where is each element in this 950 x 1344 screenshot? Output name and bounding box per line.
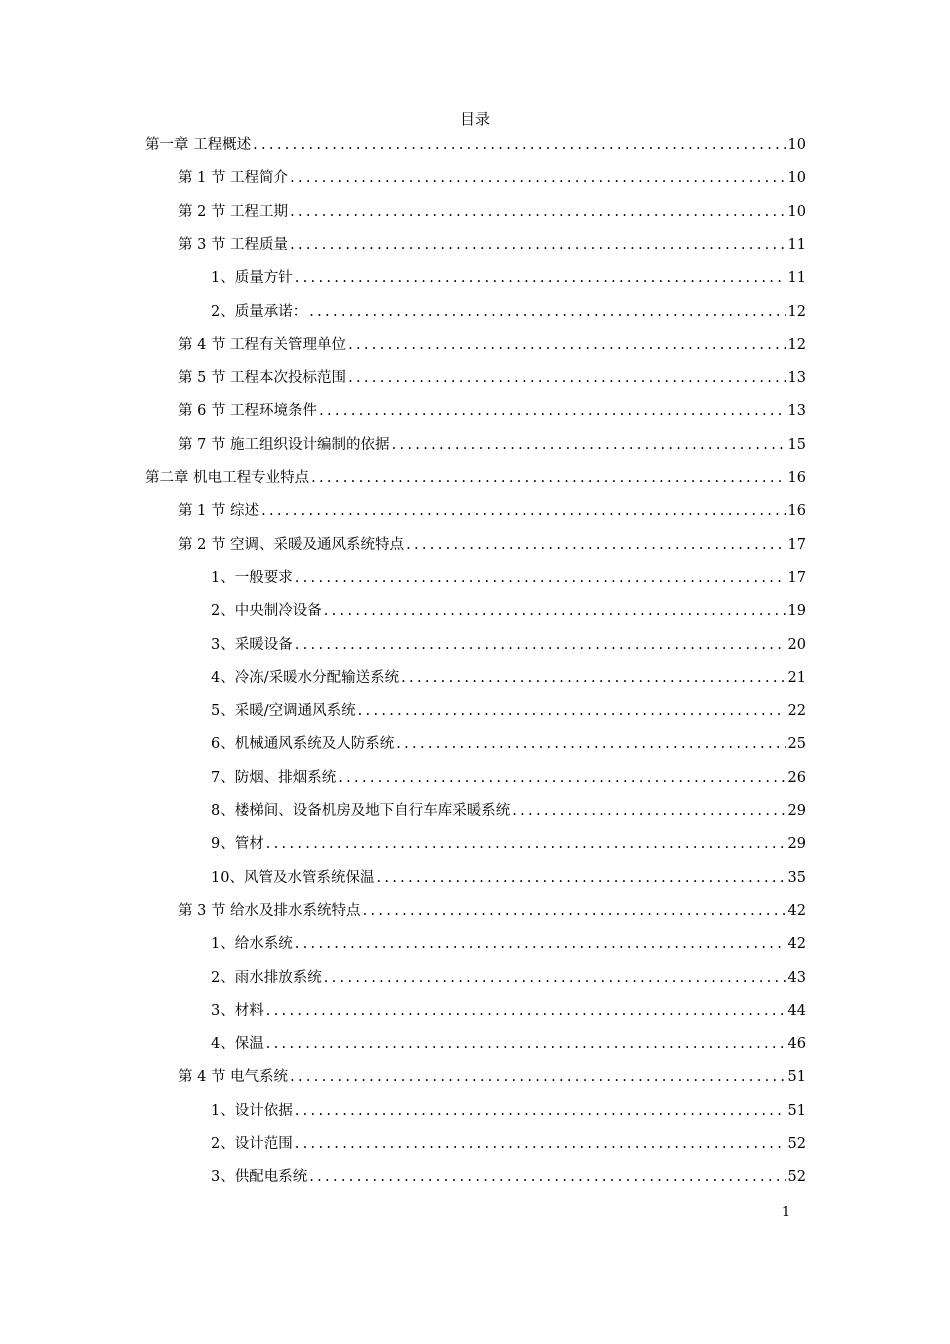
toc-entry[interactable] <box>178 166 806 190</box>
toc-entry-label: 保温 <box>234 1036 264 1053</box>
toc-entry-page: 12 <box>787 303 806 320</box>
toc-entry-number: 1、 <box>211 1102 235 1119</box>
toc-entry-label: 设计范围 <box>234 1136 293 1152</box>
toc-dot-leader <box>319 399 785 423</box>
toc-entry-label: 第 7 节 施工组织设计编制的依据 <box>178 436 390 453</box>
toc-entry-label: 第 5 节 工程本次投标范围 <box>178 370 347 387</box>
toc-entry[interactable] <box>211 699 806 723</box>
toc-dot-leader <box>376 866 785 890</box>
toc-entry[interactable] <box>178 433 806 457</box>
toc-entry[interactable] <box>211 732 806 756</box>
toc-dot-leader <box>266 1032 786 1056</box>
toc-dot-leader <box>295 932 786 956</box>
toc-entry-number: 2、 <box>211 1136 235 1152</box>
toc-entry-label: 质量承诺： <box>234 303 308 320</box>
toc-entry-number: 5、 <box>211 703 235 720</box>
toc-entry-number: 2、 <box>211 603 235 620</box>
toc-entry-number: 10、 <box>211 869 244 886</box>
toc-entry-page: 25 <box>787 736 806 753</box>
toc-entry-page: 51 <box>787 1069 806 1086</box>
toc-entry[interactable] <box>211 633 806 657</box>
toc-entry-label: 防烟、排烟系统 <box>234 769 337 786</box>
toc-entry-label: 第 1 节 综述 <box>178 503 260 520</box>
toc-entry[interactable] <box>211 766 806 790</box>
toc-entry-number: 9、 <box>211 836 235 853</box>
toc-entry-page: 20 <box>787 636 806 653</box>
toc-title: 目录 <box>459 110 490 128</box>
toc-dot-leader <box>324 966 786 990</box>
toc-entry-number: 7、 <box>211 769 235 786</box>
toc-entry[interactable] <box>211 866 806 890</box>
toc-dot-leader <box>406 533 785 557</box>
toc-dot-leader <box>392 433 786 457</box>
toc-entry-number: 6、 <box>211 736 235 753</box>
toc-entry-page: 16 <box>787 470 806 486</box>
toc-entry-number: 1、 <box>211 270 235 287</box>
toc-entry-page: 17 <box>787 536 806 553</box>
toc-entry[interactable] <box>211 666 806 690</box>
toc-entry-label: 一般要求 <box>234 569 293 586</box>
toc-dot-leader <box>290 166 785 190</box>
toc-entry[interactable] <box>178 200 806 224</box>
toc-entry-label: 供配电系统 <box>234 1169 308 1186</box>
toc-entry-page: 44 <box>787 1002 806 1019</box>
page-number: 1 <box>781 1205 791 1220</box>
toc-entry-label: 第 2 节 工程工期 <box>178 203 289 220</box>
toc-entry-page: 52 <box>787 1169 806 1186</box>
toc-entry[interactable] <box>211 966 806 990</box>
toc-entry-page: 42 <box>787 902 806 919</box>
toc-dot-leader <box>324 599 786 623</box>
toc-entry-page: 35 <box>787 869 806 886</box>
toc-dot-leader <box>290 200 785 224</box>
toc-entry-number: 2、 <box>211 303 235 320</box>
toc-entry-page: 17 <box>787 569 806 586</box>
toc-entry[interactable] <box>211 300 806 324</box>
toc-entry-label: 质量方针 <box>234 270 293 287</box>
toc-dot-leader <box>338 766 785 790</box>
toc-entry-label: 风管及水管系统保温 <box>243 869 375 886</box>
toc-entry-page: 52 <box>787 1136 806 1152</box>
toc-entry-page: 11 <box>787 236 806 253</box>
toc-dot-leader <box>309 1165 785 1189</box>
toc-entry-page: 26 <box>787 769 806 786</box>
toc-entry-page: 11 <box>787 270 806 287</box>
toc-entry[interactable] <box>211 932 806 956</box>
toc-entry[interactable] <box>145 133 806 157</box>
toc-entry-label: 管材 <box>234 836 264 853</box>
toc-entry[interactable] <box>178 499 806 523</box>
toc-dot-leader <box>401 666 785 690</box>
toc-entry[interactable] <box>211 566 806 590</box>
toc-entry-page: 16 <box>787 503 806 520</box>
toc-entry-page: 10 <box>787 203 806 220</box>
toc-entry[interactable] <box>211 599 806 623</box>
toc-entry-page: 29 <box>787 803 806 819</box>
toc-entry[interactable] <box>145 466 806 490</box>
toc-entry-page: 51 <box>787 1102 806 1119</box>
toc-dot-leader <box>311 466 785 490</box>
toc-entry-page: 29 <box>787 836 806 853</box>
toc-entry-label: 第 3 节 给水及排水系统特点 <box>178 902 361 919</box>
toc-entry-number: 1、 <box>211 936 235 953</box>
toc-entry-number: 4、 <box>211 669 235 686</box>
toc-dot-leader <box>295 266 786 290</box>
toc-entry[interactable] <box>178 533 806 557</box>
toc-entry[interactable] <box>211 266 806 290</box>
toc-dot-leader <box>295 633 786 657</box>
toc-entry[interactable] <box>211 1132 806 1156</box>
toc-dot-leader <box>295 566 786 590</box>
toc-dot-leader <box>266 832 786 856</box>
toc-entry-page: 10 <box>787 137 806 153</box>
toc-entry-label: 第二章 机电工程专业特点 <box>145 470 310 486</box>
toc-entry-label: 第 3 节 工程质量 <box>178 236 289 253</box>
toc-entry-label: 中央制冷设备 <box>234 603 322 620</box>
toc-entry[interactable] <box>178 399 806 423</box>
toc-entry-label: 第 6 节 工程环境条件 <box>178 403 318 420</box>
toc-entry-page: 12 <box>787 336 806 353</box>
toc-entry-page: 43 <box>787 969 806 986</box>
toc-entry[interactable] <box>178 333 806 357</box>
toc-dot-leader <box>512 799 785 823</box>
toc-dot-leader <box>348 366 785 390</box>
toc-entry-page: 21 <box>787 669 806 686</box>
toc-entry[interactable] <box>211 1099 806 1123</box>
toc-entry-label: 采暖/空调通风系统 <box>234 703 356 720</box>
toc-entry-page: 10 <box>787 170 806 187</box>
toc-entry-number: 4、 <box>211 1036 235 1053</box>
toc-dot-leader <box>253 133 785 157</box>
toc-entry-label: 采暖设备 <box>234 636 293 653</box>
toc-entry[interactable] <box>211 799 806 823</box>
toc-dot-leader <box>309 300 785 324</box>
toc-entry[interactable] <box>211 999 806 1023</box>
toc-entry[interactable] <box>178 233 806 257</box>
toc-entry-label: 雨水排放系统 <box>234 969 322 986</box>
toc-entry-number: 3、 <box>211 1002 235 1019</box>
toc-entry-label: 第 1 节 工程简介 <box>178 170 289 187</box>
toc-entry-number: 3、 <box>211 1169 235 1186</box>
toc-entry[interactable] <box>178 366 806 390</box>
toc-entry-page: 42 <box>787 936 806 953</box>
toc-entry-label: 材料 <box>234 1002 264 1019</box>
toc-entry[interactable] <box>211 1165 806 1189</box>
toc-entry-page: 19 <box>787 603 806 620</box>
toc-dot-leader <box>295 1132 786 1156</box>
toc-dot-leader <box>358 699 786 723</box>
toc-entry-label: 冷冻/采暖水分配输送系统 <box>234 669 400 686</box>
toc-entry[interactable] <box>211 832 806 856</box>
toc-entry-page: 15 <box>787 436 806 453</box>
toc-entry-page: 22 <box>787 703 806 720</box>
toc-entry-number: 8、 <box>211 803 235 819</box>
toc-dot-leader <box>348 333 785 357</box>
toc-dot-leader <box>261 499 785 523</box>
toc-dot-leader <box>363 899 786 923</box>
toc-entry[interactable] <box>178 1065 806 1089</box>
toc-entry-page: 13 <box>787 403 806 420</box>
toc-entry-page: 46 <box>787 1036 806 1053</box>
toc-dot-leader <box>266 999 786 1023</box>
toc-entry[interactable] <box>178 899 806 923</box>
toc-entry-label: 第 4 节 工程有关管理单位 <box>178 336 347 353</box>
toc-entry-label: 第一章 工程概述 <box>145 137 252 153</box>
toc-entry-label: 机械通风系统及人防系统 <box>234 736 395 753</box>
toc-entry-label: 第 4 节 电气系统 <box>178 1069 289 1086</box>
toc-dot-leader <box>290 1065 785 1089</box>
toc-entry-page: 13 <box>787 370 806 387</box>
toc-entry-number: 3、 <box>211 636 235 653</box>
toc-entry-label: 设计依据 <box>234 1102 293 1119</box>
toc-dot-leader <box>295 1099 786 1123</box>
toc-entry[interactable] <box>211 1032 806 1056</box>
toc-entry-label: 给水系统 <box>234 936 293 953</box>
toc-entry-label: 第 2 节 空调、采暖及通风系统特点 <box>178 536 405 553</box>
toc-entry-label: 楼梯间、设备机房及地下自行车库采暖系统 <box>234 803 511 819</box>
toc-dot-leader <box>396 732 785 756</box>
toc-entry-number: 1、 <box>211 569 235 586</box>
toc-entry-number: 2、 <box>211 969 235 986</box>
toc-dot-leader <box>290 233 785 257</box>
